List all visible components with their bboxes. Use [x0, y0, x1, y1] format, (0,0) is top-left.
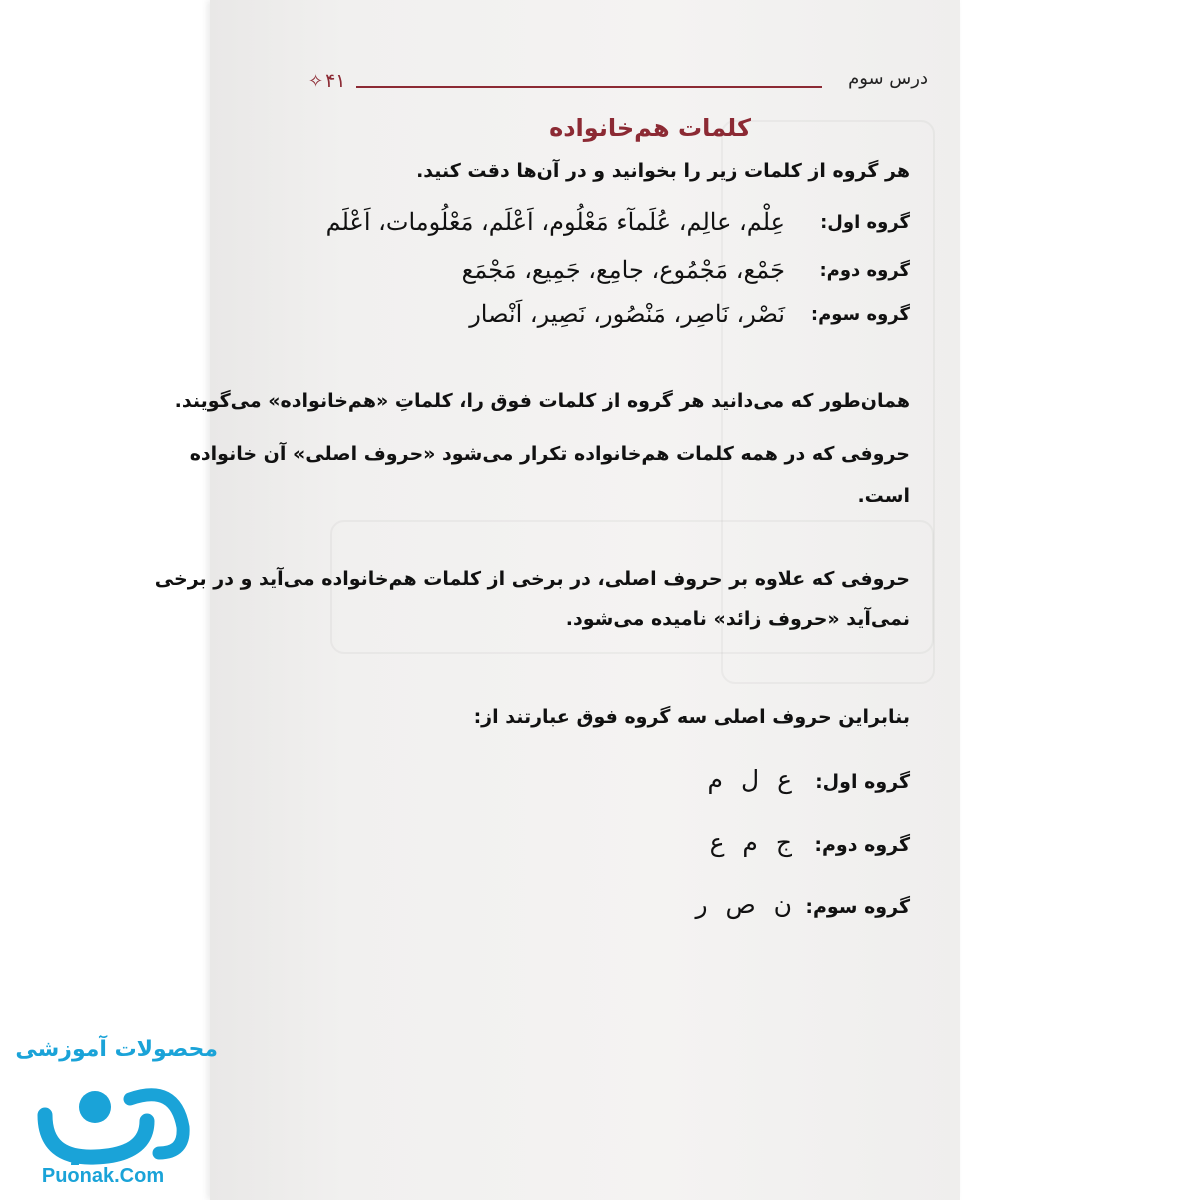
header-rule: [356, 86, 822, 88]
lesson-header: درس سوم: [848, 68, 928, 89]
logo-url: Puonak.Com: [41, 1165, 165, 1187]
group-label: گروه سوم:: [810, 304, 910, 325]
explanation-text: همان‌طور که می‌دانید هر گروه از کلمات فوق را، کلماتِ «هم‌خانواده» می‌گویند.: [174, 390, 910, 412]
explanation-text: حروفی که در همه کلمات هم‌خانواده تکرار می‌شود «حروف اصلی» آن خانواده: [189, 443, 910, 465]
group-label: گروه اول:: [820, 212, 910, 233]
explanation-text: حروفی که علاوه بر حروف اصلی، در برخی از کلمات هم‌خانواده می‌آید و در برخی: [154, 568, 910, 590]
root-label: گروه اول:: [815, 771, 910, 793]
word-group-1: [290, 208, 910, 248]
section-title: کلمات هم‌خانواده: [549, 114, 751, 142]
instruction-text: هر گروه از کلمات زیر را بخوانید و در آن‌ها دقت کنید.: [416, 160, 910, 182]
root-letters: ج م ع: [709, 828, 792, 857]
word-group-3: [290, 300, 910, 340]
watermark-logo: [0, 1005, 218, 1195]
root-label: گروه سوم:: [805, 896, 910, 918]
group-label: گروه دوم:: [819, 260, 910, 281]
explanation-text: است.: [857, 485, 910, 507]
group-words: جَمْع، مَجْمُوع، جامِع، جَمِیع، مَجْمَع: [461, 256, 785, 284]
explanation-text: نمی‌آید «حروف زائد» نامیده می‌شود.: [565, 608, 910, 630]
root-group-2: [610, 828, 910, 872]
root-label: گروه دوم:: [814, 834, 910, 856]
conclusion-text: بنابراین حروف اصلی سه گروه فوق عبارتند از:: [473, 706, 910, 728]
root-group-1: [610, 765, 910, 809]
page-number-text: ۴۱: [325, 70, 346, 92]
root-group-3: [610, 890, 910, 934]
root-letters: ع ل م: [707, 765, 792, 794]
word-group-2: [290, 256, 910, 296]
group-words: عِلْم، عالِم، عُلَمآء مَعْلُوم، اَعْلَم، مَعْلُومات، اَعْلَم: [325, 208, 785, 236]
root-letters: ن ص ر: [695, 890, 792, 919]
logo-tagline: محصولات آموزشی: [15, 1037, 218, 1062]
star-icon: ✧: [308, 71, 324, 92]
logo-mark-icon: [35, 1069, 195, 1165]
page-number: [308, 70, 346, 92]
group-words: نَصْر، نَاصِر، مَنْصُور، نَصِیر، اَنْصار: [469, 300, 785, 328]
